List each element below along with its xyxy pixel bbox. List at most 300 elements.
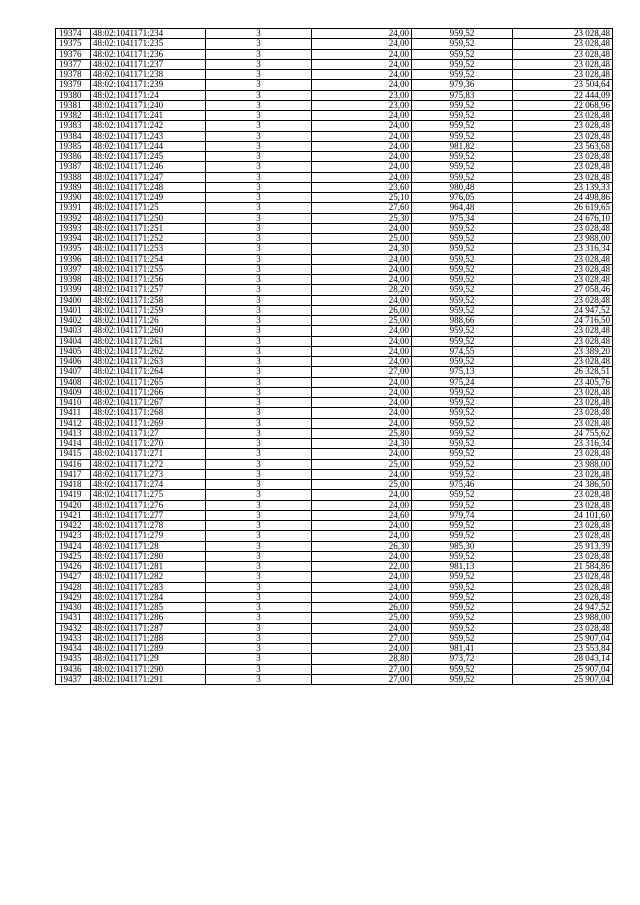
table-row [56, 664, 613, 674]
area-cell: 24,00 [312, 572, 412, 582]
category-cell: 3 [206, 367, 312, 377]
rate-cell: 979,36 [412, 80, 513, 90]
table-row [56, 357, 613, 367]
category-cell: 3 [206, 90, 312, 100]
row-number-cell: 19428 [56, 582, 91, 592]
category-cell: 3 [206, 592, 312, 602]
area-cell: 24,00 [312, 80, 412, 90]
row-number-cell: 19409 [56, 387, 91, 397]
value-cell: 23 028,48 [513, 70, 613, 80]
area-cell: 27,00 [312, 367, 412, 377]
category-cell: 3 [206, 275, 312, 285]
category-cell: 3 [206, 316, 312, 326]
rate-cell: 959,52 [412, 408, 513, 418]
table-row [56, 172, 613, 182]
category-cell: 3 [206, 510, 312, 520]
value-cell: 23 028,48 [513, 500, 613, 510]
cadastral-number-cell: 48:02:1041171:286 [91, 613, 206, 623]
rate-cell: 959,52 [412, 131, 513, 141]
cadastral-number-cell: 48:02:1041171:281 [91, 562, 206, 572]
row-number-cell: 19389 [56, 182, 91, 192]
area-cell: 24,00 [312, 551, 412, 561]
value-cell: 23 028,48 [513, 59, 613, 69]
table-row [56, 592, 613, 602]
category-cell: 3 [206, 572, 312, 582]
row-number-cell: 19421 [56, 510, 91, 520]
value-cell: 23 028,48 [513, 418, 613, 428]
row-number-cell: 19398 [56, 275, 91, 285]
row-number-cell: 19381 [56, 100, 91, 110]
category-cell: 3 [206, 213, 312, 223]
table-row [56, 551, 613, 561]
area-cell: 24,00 [312, 387, 412, 397]
row-number-cell: 19385 [56, 141, 91, 151]
rate-cell: 959,52 [412, 664, 513, 674]
table-body [56, 29, 613, 685]
cadastral-number-cell: 48:02:1041171:270 [91, 439, 206, 449]
cadastral-number-cell: 48:02:1041171:28 [91, 541, 206, 551]
category-cell: 3 [206, 80, 312, 90]
table-row [56, 500, 613, 510]
table-row [56, 162, 613, 172]
rate-cell: 959,52 [412, 49, 513, 59]
value-cell: 23 028,48 [513, 336, 613, 346]
area-cell: 24,00 [312, 49, 412, 59]
rate-cell: 959,52 [412, 285, 513, 295]
table-row [56, 285, 613, 295]
area-cell: 24,00 [312, 346, 412, 356]
category-cell: 3 [206, 623, 312, 633]
category-cell: 3 [206, 377, 312, 387]
table-row [56, 49, 613, 59]
rate-cell: 985,30 [412, 541, 513, 551]
rate-cell: 959,52 [412, 172, 513, 182]
table-row [56, 100, 613, 110]
row-number-cell: 19379 [56, 80, 91, 90]
cadastral-number-cell: 48:02:1041171:278 [91, 521, 206, 531]
cadastral-number-cell: 48:02:1041171:24 [91, 90, 206, 100]
value-cell: 24 101,60 [513, 510, 613, 520]
row-number-cell: 19433 [56, 633, 91, 643]
rate-cell: 959,52 [412, 592, 513, 602]
area-cell: 24,00 [312, 623, 412, 633]
table-row [56, 254, 613, 264]
cadastral-number-cell: 48:02:1041171:238 [91, 70, 206, 80]
rate-cell: 959,52 [412, 674, 513, 684]
category-cell: 3 [206, 29, 312, 39]
value-cell: 25 913,39 [513, 541, 613, 551]
row-number-cell: 19375 [56, 39, 91, 49]
row-number-cell: 19437 [56, 674, 91, 684]
cadastral-number-cell: 48:02:1041171:266 [91, 387, 206, 397]
area-cell: 23,00 [312, 90, 412, 100]
rate-cell: 975,24 [412, 377, 513, 387]
table-row [56, 674, 613, 684]
value-cell: 23 563,68 [513, 141, 613, 151]
value-cell: 23 028,48 [513, 387, 613, 397]
rate-cell: 959,52 [412, 275, 513, 285]
value-cell: 23 028,48 [513, 551, 613, 561]
row-number-cell: 19390 [56, 193, 91, 203]
cadastral-number-cell: 48:02:1041171:275 [91, 490, 206, 500]
table-row [56, 193, 613, 203]
row-number-cell: 19395 [56, 244, 91, 254]
area-cell: 24,00 [312, 295, 412, 305]
rate-cell: 959,52 [412, 439, 513, 449]
category-cell: 3 [206, 582, 312, 592]
row-number-cell: 19400 [56, 295, 91, 305]
cadastral-number-cell: 48:02:1041171:262 [91, 346, 206, 356]
row-number-cell: 19432 [56, 623, 91, 633]
cadastral-number-cell: 48:02:1041171:271 [91, 449, 206, 459]
rate-cell: 959,52 [412, 623, 513, 633]
area-cell: 22,00 [312, 562, 412, 572]
row-number-cell: 19430 [56, 603, 91, 613]
table-row [56, 39, 613, 49]
row-number-cell: 19412 [56, 418, 91, 428]
cadastral-number-cell: 48:02:1041171:25 [91, 203, 206, 213]
value-cell: 23 028,48 [513, 111, 613, 121]
area-cell: 25,00 [312, 613, 412, 623]
cadastral-number-cell: 48:02:1041171:254 [91, 254, 206, 264]
row-number-cell: 19408 [56, 377, 91, 387]
area-cell: 24,00 [312, 141, 412, 151]
area-cell: 23,60 [312, 182, 412, 192]
cadastral-number-cell: 48:02:1041171:282 [91, 572, 206, 582]
category-cell: 3 [206, 182, 312, 192]
area-cell: 24,00 [312, 59, 412, 69]
row-number-cell: 19420 [56, 500, 91, 510]
table-row [56, 459, 613, 469]
value-cell: 23 028,48 [513, 531, 613, 541]
cadastral-number-cell: 48:02:1041171:279 [91, 531, 206, 541]
category-cell: 3 [206, 244, 312, 254]
row-number-cell: 19376 [56, 49, 91, 59]
table-row [56, 418, 613, 428]
area-cell: 26,30 [312, 541, 412, 551]
category-cell: 3 [206, 459, 312, 469]
row-number-cell: 19396 [56, 254, 91, 264]
table-row [56, 121, 613, 131]
table-row [56, 90, 613, 100]
row-number-cell: 19417 [56, 469, 91, 479]
category-cell: 3 [206, 603, 312, 613]
category-cell: 3 [206, 346, 312, 356]
value-cell: 23 028,48 [513, 275, 613, 285]
table-row [56, 152, 613, 162]
area-cell: 24,00 [312, 521, 412, 531]
row-number-cell: 19416 [56, 459, 91, 469]
area-cell: 24,00 [312, 408, 412, 418]
cadastral-number-cell: 48:02:1041171:244 [91, 141, 206, 151]
rate-cell: 959,52 [412, 234, 513, 244]
cadastral-number-cell: 48:02:1041171:263 [91, 357, 206, 367]
rate-cell: 959,52 [412, 449, 513, 459]
row-number-cell: 19383 [56, 121, 91, 131]
cadastral-number-cell: 48:02:1041171:245 [91, 152, 206, 162]
value-cell: 27 058,46 [513, 285, 613, 295]
value-cell: 23 028,48 [513, 592, 613, 602]
value-cell: 21 584,86 [513, 562, 613, 572]
cadastral-number-cell: 48:02:1041171:267 [91, 398, 206, 408]
area-cell: 24,00 [312, 39, 412, 49]
row-number-cell: 19418 [56, 480, 91, 490]
value-cell: 23 553,84 [513, 644, 613, 654]
area-cell: 24,00 [312, 531, 412, 541]
table-row [56, 223, 613, 233]
rate-cell: 959,52 [412, 326, 513, 336]
category-cell: 3 [206, 285, 312, 295]
value-cell: 23 988,00 [513, 459, 613, 469]
rate-cell: 959,52 [412, 490, 513, 500]
rate-cell: 959,52 [412, 613, 513, 623]
rate-cell: 959,52 [412, 244, 513, 254]
category-cell: 3 [206, 541, 312, 551]
category-cell: 3 [206, 521, 312, 531]
value-cell: 23 028,48 [513, 582, 613, 592]
value-cell: 25 907,04 [513, 674, 613, 684]
cadastral-number-cell: 48:02:1041171:291 [91, 674, 206, 684]
area-cell: 25,00 [312, 234, 412, 244]
value-cell: 23 389,20 [513, 346, 613, 356]
cadastral-number-cell: 48:02:1041171:239 [91, 80, 206, 90]
value-cell: 23 028,48 [513, 469, 613, 479]
area-cell: 24,00 [312, 223, 412, 233]
value-cell: 23 028,48 [513, 172, 613, 182]
area-cell: 24,00 [312, 398, 412, 408]
row-number-cell: 19423 [56, 531, 91, 541]
table-row [56, 613, 613, 623]
value-cell: 23 988,00 [513, 234, 613, 244]
area-cell: 24,00 [312, 264, 412, 274]
cadastral-number-cell: 48:02:1041171:252 [91, 234, 206, 244]
category-cell: 3 [206, 70, 312, 80]
area-cell: 25,10 [312, 193, 412, 203]
area-cell: 26,00 [312, 603, 412, 613]
table-row [56, 59, 613, 69]
table-row [56, 346, 613, 356]
value-cell: 24 947,52 [513, 603, 613, 613]
table-row [56, 562, 613, 572]
value-cell: 23 139,33 [513, 182, 613, 192]
row-number-cell: 19415 [56, 449, 91, 459]
area-cell: 23,00 [312, 100, 412, 110]
table-row [56, 644, 613, 654]
category-cell: 3 [206, 664, 312, 674]
cadastral-value-table [55, 28, 613, 685]
value-cell: 23 028,48 [513, 398, 613, 408]
value-cell: 23 028,48 [513, 408, 613, 418]
value-cell: 23 028,48 [513, 29, 613, 39]
cadastral-number-cell: 48:02:1041171:27 [91, 428, 206, 438]
row-number-cell: 19401 [56, 305, 91, 315]
category-cell: 3 [206, 39, 312, 49]
table-row [56, 398, 613, 408]
value-cell: 23 028,48 [513, 623, 613, 633]
category-cell: 3 [206, 326, 312, 336]
row-number-cell: 19411 [56, 408, 91, 418]
rate-cell: 959,52 [412, 633, 513, 643]
area-cell: 24,00 [312, 70, 412, 80]
value-cell: 24 947,52 [513, 305, 613, 315]
cadastral-number-cell: 48:02:1041171:253 [91, 244, 206, 254]
category-cell: 3 [206, 490, 312, 500]
table-row [56, 541, 613, 551]
row-number-cell: 19436 [56, 664, 91, 674]
row-number-cell: 19431 [56, 613, 91, 623]
cadastral-number-cell: 48:02:1041171:240 [91, 100, 206, 110]
category-cell: 3 [206, 49, 312, 59]
area-cell: 27,00 [312, 664, 412, 674]
table-row [56, 480, 613, 490]
area-cell: 24,00 [312, 449, 412, 459]
category-cell: 3 [206, 141, 312, 151]
cadastral-number-cell: 48:02:1041171:277 [91, 510, 206, 520]
rate-cell: 959,52 [412, 387, 513, 397]
cadastral-number-cell: 48:02:1041171:265 [91, 377, 206, 387]
category-cell: 3 [206, 480, 312, 490]
value-cell: 24 498,86 [513, 193, 613, 203]
area-cell: 28,20 [312, 285, 412, 295]
cadastral-number-cell: 48:02:1041171:235 [91, 39, 206, 49]
cadastral-number-cell: 48:02:1041171:276 [91, 500, 206, 510]
cadastral-number-cell: 48:02:1041171:248 [91, 182, 206, 192]
area-cell: 24,00 [312, 500, 412, 510]
table-row [56, 531, 613, 541]
cadastral-number-cell: 48:02:1041171:288 [91, 633, 206, 643]
row-number-cell: 19384 [56, 131, 91, 141]
rate-cell: 980,48 [412, 182, 513, 192]
cadastral-number-cell: 48:02:1041171:236 [91, 49, 206, 59]
rate-cell: 959,52 [412, 531, 513, 541]
cadastral-number-cell: 48:02:1041171:242 [91, 121, 206, 131]
category-cell: 3 [206, 152, 312, 162]
value-cell: 26 328,51 [513, 367, 613, 377]
value-cell: 23 988,00 [513, 613, 613, 623]
category-cell: 3 [206, 449, 312, 459]
rate-cell: 959,52 [412, 336, 513, 346]
value-cell: 23 405,76 [513, 377, 613, 387]
value-cell: 23 028,48 [513, 49, 613, 59]
table-row [56, 521, 613, 531]
area-cell: 27,00 [312, 674, 412, 684]
cadastral-number-cell: 48:02:1041171:259 [91, 305, 206, 315]
rate-cell: 959,52 [412, 121, 513, 131]
category-cell: 3 [206, 398, 312, 408]
area-cell: 24,00 [312, 582, 412, 592]
row-number-cell: 19397 [56, 264, 91, 274]
cadastral-number-cell: 48:02:1041171:258 [91, 295, 206, 305]
table-row [56, 80, 613, 90]
category-cell: 3 [206, 305, 312, 315]
area-cell: 24,00 [312, 275, 412, 285]
table-row [56, 70, 613, 80]
rate-cell: 976,05 [412, 193, 513, 203]
value-cell: 23 028,48 [513, 326, 613, 336]
value-cell: 23 028,48 [513, 295, 613, 305]
row-number-cell: 19435 [56, 654, 91, 664]
rate-cell: 959,52 [412, 572, 513, 582]
cadastral-number-cell: 48:02:1041171:243 [91, 131, 206, 141]
area-cell: 24,00 [312, 162, 412, 172]
area-cell: 24,00 [312, 326, 412, 336]
category-cell: 3 [206, 633, 312, 643]
category-cell: 3 [206, 131, 312, 141]
value-cell: 23 028,48 [513, 121, 613, 131]
table-row [56, 367, 613, 377]
table-row [56, 387, 613, 397]
value-cell: 24 386,50 [513, 480, 613, 490]
category-cell: 3 [206, 59, 312, 69]
row-number-cell: 19424 [56, 541, 91, 551]
area-cell: 24,00 [312, 469, 412, 479]
row-number-cell: 19427 [56, 572, 91, 582]
rate-cell: 975,34 [412, 213, 513, 223]
category-cell: 3 [206, 428, 312, 438]
category-cell: 3 [206, 500, 312, 510]
area-cell: 24,60 [312, 510, 412, 520]
row-number-cell: 19413 [56, 428, 91, 438]
rate-cell: 981,41 [412, 644, 513, 654]
rate-cell: 959,52 [412, 59, 513, 69]
table-row [56, 439, 613, 449]
area-cell: 24,00 [312, 121, 412, 131]
value-cell: 24 716,50 [513, 316, 613, 326]
category-cell: 3 [206, 469, 312, 479]
table-row [56, 326, 613, 336]
area-cell: 24,00 [312, 336, 412, 346]
table-row [56, 264, 613, 274]
table-row [56, 336, 613, 346]
value-cell: 23 028,48 [513, 152, 613, 162]
value-cell: 23 316,34 [513, 439, 613, 449]
category-cell: 3 [206, 111, 312, 121]
row-number-cell: 19378 [56, 70, 91, 80]
value-cell: 23 028,48 [513, 39, 613, 49]
row-number-cell: 19388 [56, 172, 91, 182]
cadastral-number-cell: 48:02:1041171:268 [91, 408, 206, 418]
row-number-cell: 19377 [56, 59, 91, 69]
area-cell: 24,30 [312, 439, 412, 449]
rate-cell: 959,52 [412, 254, 513, 264]
area-cell: 28,80 [312, 654, 412, 664]
area-cell: 24,00 [312, 29, 412, 39]
area-cell: 26,00 [312, 305, 412, 315]
row-number-cell: 19394 [56, 234, 91, 244]
cadastral-number-cell: 48:02:1041171:247 [91, 172, 206, 182]
table-row [56, 182, 613, 192]
area-cell: 24,00 [312, 644, 412, 654]
rate-cell: 959,52 [412, 70, 513, 80]
category-cell: 3 [206, 418, 312, 428]
cadastral-number-cell: 48:02:1041171:289 [91, 644, 206, 654]
category-cell: 3 [206, 121, 312, 131]
category-cell: 3 [206, 644, 312, 654]
row-number-cell: 19422 [56, 521, 91, 531]
value-cell: 25 907,04 [513, 664, 613, 674]
row-number-cell: 19404 [56, 336, 91, 346]
row-number-cell: 19403 [56, 326, 91, 336]
cadastral-number-cell: 48:02:1041171:234 [91, 29, 206, 39]
rate-cell: 959,52 [412, 500, 513, 510]
value-cell: 23 028,48 [513, 162, 613, 172]
rate-cell: 959,52 [412, 223, 513, 233]
category-cell: 3 [206, 674, 312, 684]
table-row [56, 316, 613, 326]
rate-cell: 959,52 [412, 521, 513, 531]
cadastral-number-cell: 48:02:1041171:287 [91, 623, 206, 633]
cadastral-number-cell: 48:02:1041171:290 [91, 664, 206, 674]
